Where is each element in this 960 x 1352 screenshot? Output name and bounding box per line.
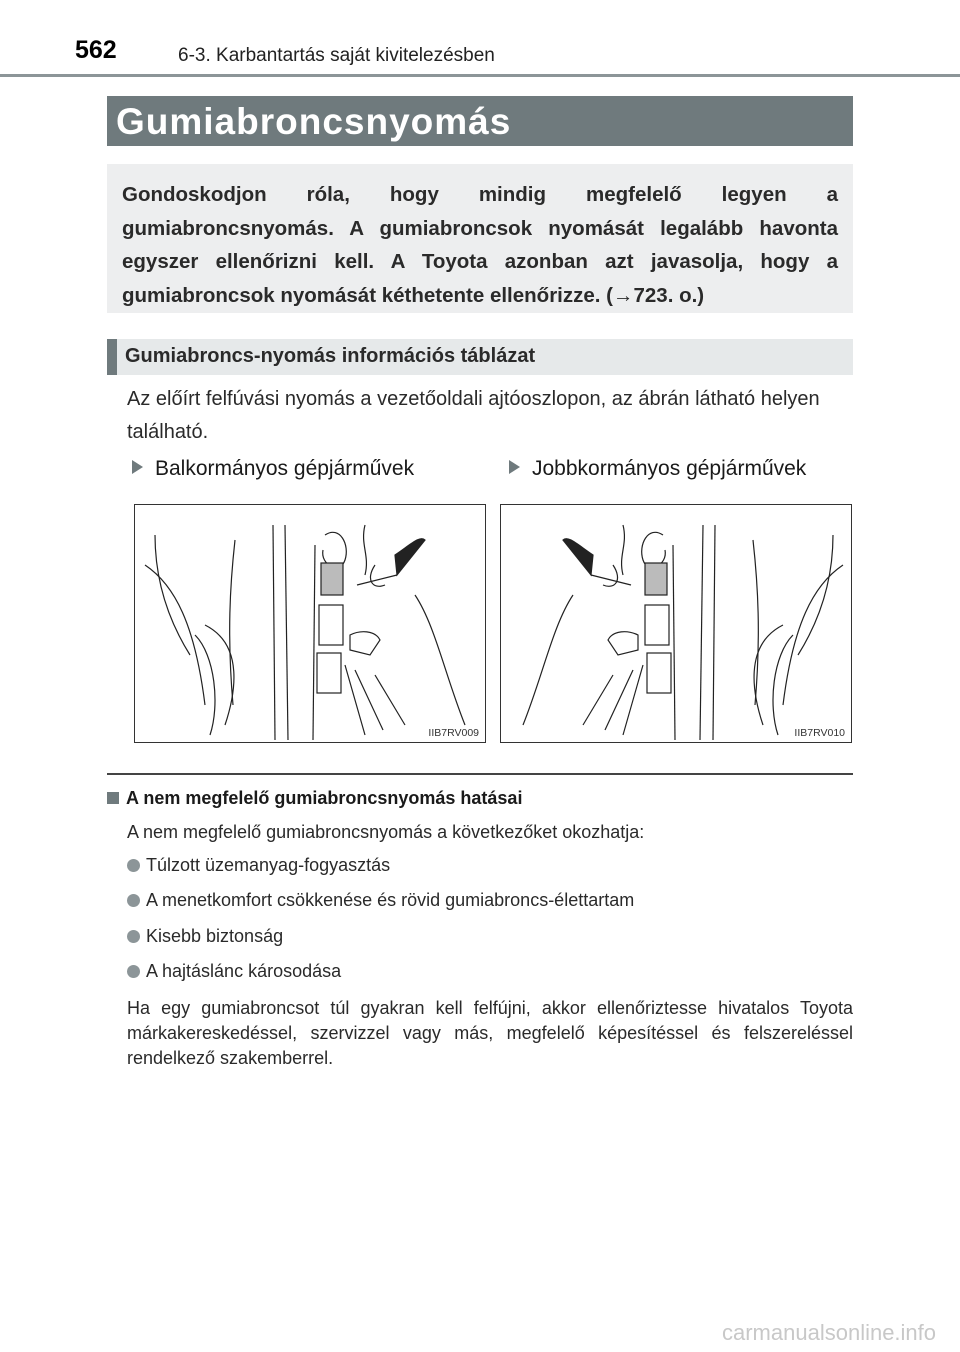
intro-box (107, 164, 853, 313)
square-bullet-icon (107, 792, 119, 804)
figure-code-right: IIB7RV010 (794, 727, 845, 739)
figure-right-hand-drive (500, 504, 852, 743)
list-item-text: A hajtáslánc károsodása (146, 961, 342, 981)
figure-left-hand-drive (134, 504, 486, 743)
circle-bullet-icon (127, 894, 140, 907)
variant-right-label: Jobbkormányos gépjárművek (532, 457, 807, 480)
list-item (127, 926, 283, 947)
section-divider (107, 773, 853, 775)
chapter-title: 6-3. Karbantartás saját kivitelezésben (178, 45, 495, 66)
list-item-text: A menetkomfort csökkenése és rövid gumiabroncs-élettartam (146, 890, 635, 910)
page-number: 562 (75, 36, 117, 64)
effects-heading-text: A nem megfelelő gumiabroncsnyomás hatásai (126, 788, 523, 808)
variant-left (132, 457, 414, 481)
body-text: Az előírt felfúvási nyomás a vezetőoldali ajtóoszlopon, az ábrán látható helyen található. (127, 388, 820, 443)
watermark: carmanualsonline.info (722, 1320, 937, 1345)
effects-lead: A nem megfelelő gumiabroncsnyomás a következőket okozhatja: (127, 822, 645, 842)
door-pillar-illustration-right (501, 505, 852, 743)
circle-bullet-icon (127, 859, 140, 872)
circle-bullet-icon (127, 930, 140, 943)
list-item (127, 961, 341, 982)
circle-bullet-icon (127, 965, 140, 978)
intro-text: Gondoskodjon róla, hogy mindig megfelelő legyen a gumiabroncsnyomás. A gumiabroncsok nyomását legalább havonta egyszer ellenőrizni kell. A Toyota azonban azt javasolja, hogy a gumiabroncsok nyomását kéthetente ellenőrizze. (→723. o.) (122, 183, 838, 307)
variant-left-label: Balkormányos gépjárművek (155, 457, 415, 480)
list-item-text: Túlzott üzemanyag-fogyasztás (146, 855, 391, 875)
subheading-bar (107, 339, 853, 375)
subheading: Gumiabroncs-nyomás információs táblázat (125, 345, 536, 367)
list-item-text: Kisebb biztonság (146, 926, 284, 946)
list-item (127, 890, 634, 911)
effects-heading (107, 788, 522, 809)
section-title-bar (107, 96, 853, 146)
closing-text: Ha egy gumiabroncsot túl gyakran kell felfújni, akkor ellenőriztesse hivatalos Toyota márkakereskedéssel, szervizzel vagy más, megfelelő képesítéssel és felszereléssel rendelkező szakemberrel. (127, 998, 853, 1068)
header-rule (0, 74, 960, 77)
triangle-bullet-icon (509, 460, 520, 474)
triangle-bullet-icon (132, 460, 143, 474)
variant-right (509, 457, 806, 481)
list-item (127, 855, 390, 876)
page-header (0, 0, 960, 80)
door-pillar-illustration-left (135, 505, 486, 743)
figure-code-left: IIB7RV009 (428, 727, 479, 739)
page-title: Gumiabroncsnyomás (116, 101, 512, 142)
